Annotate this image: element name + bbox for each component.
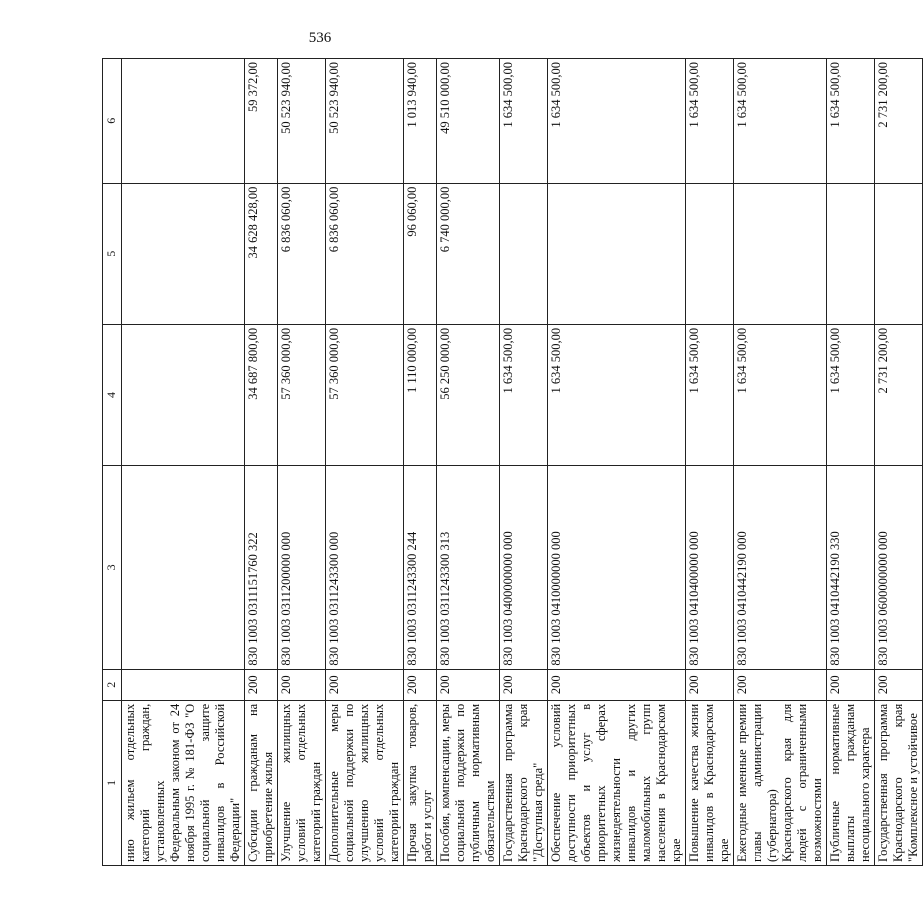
- row-remaining-cell: 50 523 940,00: [278, 59, 326, 184]
- column-header: 2: [103, 669, 122, 700]
- row-remaining-cell: 1 634 500,00: [548, 59, 686, 184]
- row-name-cell: нию жильем отдельных категорий граждан, установленных Федеральным законом от 24 ноября 1995 г. № 181-ФЗ "О социальной защите инвалидов в Российской Федерации": [122, 700, 245, 865]
- row-amount-cell: 1 634 500,00: [827, 324, 875, 465]
- row-remaining-cell: 2 731 200,00: [875, 59, 923, 184]
- row-executed-cell: 34 628 428,00: [245, 183, 278, 324]
- row-kbk-cell: 830 1003 0311243300 313: [437, 466, 500, 670]
- column-header: 6: [103, 59, 122, 184]
- table-row: [404, 59, 437, 866]
- row-executed-cell: [500, 183, 548, 324]
- row-remaining-cell: [122, 59, 245, 184]
- row-amount-cell: [122, 324, 245, 465]
- row-executed-cell: 6 740 000,00: [437, 183, 500, 324]
- row-amount-cell: 57 360 000,00: [278, 324, 326, 465]
- row-kbk-cell: 830 1003 0311243300 244: [404, 466, 437, 670]
- table-row: [500, 59, 548, 866]
- column-header: 1: [103, 700, 122, 865]
- row-name-cell: Субсидии гражданам на приобретение жилья: [245, 700, 278, 865]
- row-code-cell: 200: [875, 669, 923, 700]
- row-remaining-cell: 59 372,00: [245, 59, 278, 184]
- row-code-cell: 200: [686, 669, 734, 700]
- row-executed-cell: [734, 183, 827, 324]
- row-name-cell: Пособия, компенсации, меры социальной поддержки по публичным нормативным обязательствам: [437, 700, 500, 865]
- column-header: 4: [103, 324, 122, 465]
- row-code-cell: 200: [827, 669, 875, 700]
- page-number: 536: [308, 30, 332, 46]
- table-row: [122, 59, 245, 866]
- row-remaining-cell: 1 013 940,00: [404, 59, 437, 184]
- row-kbk-cell: 830 1003 0400000000 000: [500, 466, 548, 670]
- row-remaining-cell: 1 634 500,00: [500, 59, 548, 184]
- row-remaining-cell: 1 634 500,00: [686, 59, 734, 184]
- row-kbk-cell: 830 1003 0410442190 330: [827, 466, 875, 670]
- table-row: [548, 59, 686, 866]
- row-name-cell: Ежегодные именные премии главы администрации (губернатора) Краснодарского края для людей с ограниченными возможностями: [734, 700, 827, 865]
- row-kbk-cell: [122, 466, 245, 670]
- rotated-table-container: [102, 58, 920, 866]
- row-name-cell: Повышение качества жизни инвалидов в Краснодарском крае: [686, 700, 734, 865]
- row-remaining-cell: 50 523 940,00: [326, 59, 404, 184]
- row-executed-cell: 96 060,00: [404, 183, 437, 324]
- column-header: 3: [103, 466, 122, 670]
- row-name-cell: Улучшение жилищных условий отдельных категорий граждан: [278, 700, 326, 865]
- row-code-cell: [122, 669, 245, 700]
- table-row: [326, 59, 404, 866]
- table-row: [437, 59, 500, 866]
- row-name-cell: Прочая закупка товаров, работ и услуг: [404, 700, 437, 865]
- row-code-cell: 200: [500, 669, 548, 700]
- row-kbk-cell: 830 1003 0311151760 322: [245, 466, 278, 670]
- table-row: [734, 59, 827, 866]
- row-kbk-cell: 830 1003 0410400000 000: [686, 466, 734, 670]
- row-code-cell: 200: [326, 669, 404, 700]
- row-amount-cell: 34 687 800,00: [245, 324, 278, 465]
- row-name-cell: Государственная программа Краснодарского края "Доступная среда": [500, 700, 548, 865]
- row-amount-cell: 1 634 500,00: [548, 324, 686, 465]
- table-row: [875, 59, 923, 866]
- row-remaining-cell: 1 634 500,00: [734, 59, 827, 184]
- row-code-cell: 200: [278, 669, 326, 700]
- row-code-cell: 200: [548, 669, 686, 700]
- row-executed-cell: [122, 183, 245, 324]
- row-code-cell: 200: [245, 669, 278, 700]
- table-row: [686, 59, 734, 866]
- row-kbk-cell: 830 1003 0311243300 000: [326, 466, 404, 670]
- row-remaining-cell: 49 510 000,00: [437, 59, 500, 184]
- table-row: [827, 59, 875, 866]
- row-kbk-cell: 830 1003 0311200000 000: [278, 466, 326, 670]
- row-executed-cell: [827, 183, 875, 324]
- row-amount-cell: 2 731 200,00: [875, 324, 923, 465]
- row-amount-cell: 1 634 500,00: [686, 324, 734, 465]
- row-executed-cell: [548, 183, 686, 324]
- row-amount-cell: 1 110 000,00: [404, 324, 437, 465]
- row-name-cell: Дополнительные меры социальной поддержки по улучшению жилищных условий отдельных категорий граждан: [326, 700, 404, 865]
- row-executed-cell: [875, 183, 923, 324]
- row-amount-cell: 57 360 000,00: [326, 324, 404, 465]
- row-executed-cell: 6 836 060,00: [326, 183, 404, 324]
- table-row: [245, 59, 278, 866]
- row-code-cell: 200: [404, 669, 437, 700]
- row-name-cell: Государственная программа Краснодарского края "Комплексное и устойчивое: [875, 700, 923, 865]
- row-kbk-cell: 830 1003 0600000000 000: [875, 466, 923, 670]
- row-amount-cell: 1 634 500,00: [734, 324, 827, 465]
- table-row: [278, 59, 326, 866]
- row-name-cell: Обеспечение условий доступности приоритетных объектов и услуг в приоритетных сферах жизнедеятельности инвалидов и других маломобильных групп населения в Краснодарском крае: [548, 700, 686, 865]
- column-header: 5: [103, 183, 122, 324]
- row-executed-cell: [686, 183, 734, 324]
- row-kbk-cell: 830 1003 0410000000 000: [548, 466, 686, 670]
- row-remaining-cell: 1 634 500,00: [827, 59, 875, 184]
- row-amount-cell: 1 634 500,00: [500, 324, 548, 465]
- row-kbk-cell: 830 1003 0410442190 000: [734, 466, 827, 670]
- row-name-cell: Публичные нормативные выплаты гражданам несоциального характера: [827, 700, 875, 865]
- row-code-cell: 200: [437, 669, 500, 700]
- row-amount-cell: 56 250 000,00: [437, 324, 500, 465]
- row-executed-cell: 6 836 060,00: [278, 183, 326, 324]
- header-row: [103, 59, 122, 866]
- row-code-cell: 200: [734, 669, 827, 700]
- budget-table: [102, 58, 923, 866]
